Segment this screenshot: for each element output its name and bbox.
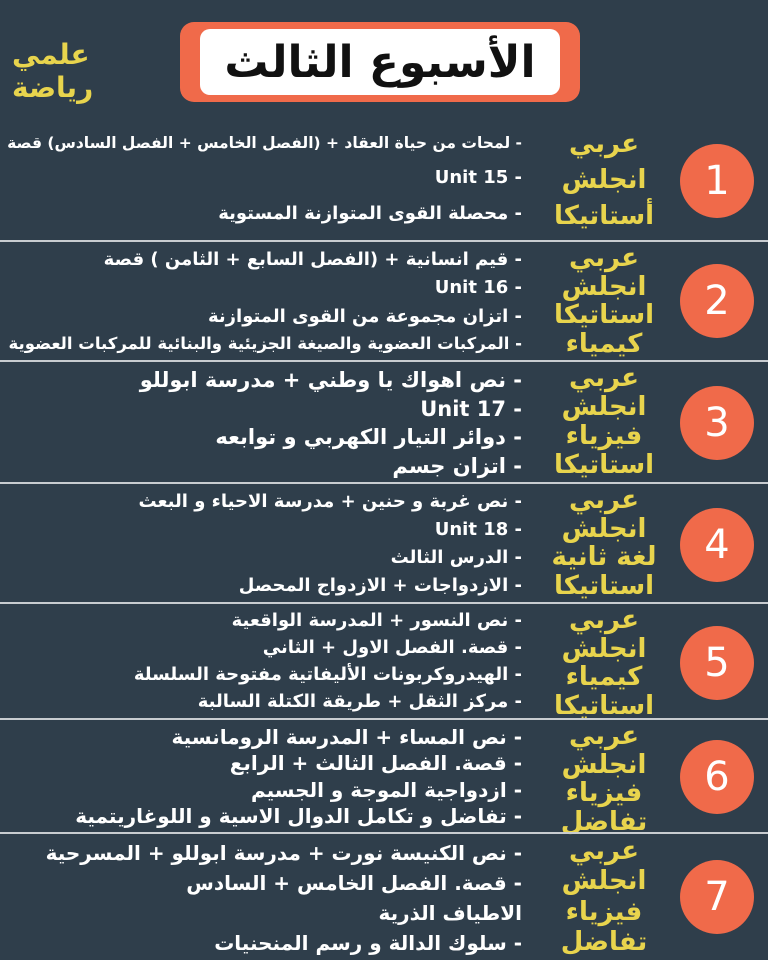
subject-label: تفاضل — [560, 806, 648, 837]
week-block — [0, 602, 768, 721]
list-item: - مركز الثقل + طريقة الكتلة السالبة — [197, 691, 522, 713]
list-item: - المركبات العضوية والصيغة الجزيئية والبنائية للمركبات العضوية — [8, 334, 522, 354]
week-items — [0, 246, 522, 358]
week-number-badge: 6 — [680, 740, 754, 814]
week-items — [0, 724, 522, 830]
week-block — [0, 240, 768, 360]
subject-label: انجلش — [561, 164, 647, 195]
week-number-badge: 4 — [680, 508, 754, 582]
subject-label: انجلش — [561, 749, 647, 780]
subject-label: انجلش — [561, 633, 647, 664]
subject-label: استاتيكا — [553, 450, 655, 481]
week-number-badge: 5 — [680, 626, 754, 700]
week-block — [0, 718, 768, 837]
subject-label: فيزياء — [565, 896, 643, 927]
list-item: - نص الكنيسة نورت + مدرسة ابوللو + المسرحية — [45, 840, 522, 865]
week-items — [0, 488, 522, 600]
week-subjects — [530, 364, 678, 480]
subject-label: عربي — [568, 835, 639, 866]
list-item: - قصة. الفصل الاول + الثاني — [262, 637, 522, 659]
subject-label: عربي — [568, 721, 639, 751]
subject-label: فيزياء — [565, 778, 643, 809]
list-item: - الازدواجات + الازدواج المحصل — [238, 574, 522, 596]
subject-label: عربي — [568, 243, 639, 273]
list-item: - نص المساء + المدرسة الرومانسية — [171, 724, 522, 749]
list-item: - Unit 16 — [434, 277, 522, 299]
subject-label: انجلش — [561, 866, 647, 897]
subject-label: استاتيكا — [553, 300, 655, 331]
list-item: - دوائر التيار الكهربي و توابعه — [215, 425, 522, 450]
week-number-badge: 2 — [680, 264, 754, 338]
subject-label: انجلش — [561, 271, 647, 302]
list-item: - Unit 15 — [434, 167, 522, 189]
week-items — [0, 366, 522, 480]
list-item: - نص النسور + المدرسة الواقعية — [231, 610, 522, 632]
title-banner — [180, 22, 580, 102]
page-title: الأسبوع الثالث — [200, 29, 560, 95]
list-item: - قصة. الفصل الخامس + السادس — [186, 870, 522, 895]
list-item: - تفاضل و تكامل الدوال الاسية و اللوغاريتمية — [75, 804, 522, 829]
list-item: - الدرس الثالث — [390, 546, 522, 568]
list-item: - قصة. الفصل الثالث + الرابع — [229, 751, 522, 776]
week-subjects — [530, 721, 678, 837]
track-label: علمي رياضة — [12, 38, 94, 104]
list-item: - ازدواجية الموجة و الجسيم — [250, 777, 522, 802]
subject-label: عربي — [568, 485, 639, 515]
week-items — [0, 608, 522, 716]
subject-label: انجلش — [561, 513, 647, 544]
week-block — [0, 122, 768, 238]
week-subjects — [530, 836, 678, 958]
list-item: - لمحات من حياة العقاد + (الفصل الخامس + الفصل السادس) قصة — [7, 134, 522, 153]
subject-label: استاتيكا — [553, 690, 655, 721]
week-number-badge: 7 — [680, 860, 754, 934]
subject-label: فيزياء — [565, 421, 643, 452]
list-item: - اتزان جسم — [392, 453, 522, 478]
subject-label: عربي — [568, 605, 639, 635]
subject-label: لغة ثانية — [551, 542, 657, 573]
list-item: الاطياف الذرية — [378, 900, 522, 925]
subject-label: أستاتيكا — [553, 200, 655, 231]
list-item: - سلوك الدالة و رسم المنحنيات — [214, 930, 522, 955]
list-item: - نص اهواك يا وطني + مدرسة ابوللو — [139, 368, 522, 393]
week-number-badge: 1 — [680, 144, 754, 218]
week-block — [0, 832, 768, 960]
list-item: - اتزان مجموعة من القوى المتوازنة — [208, 305, 522, 327]
subject-label: عربي — [568, 128, 639, 159]
week-items — [0, 838, 522, 958]
list-item: - نص غربة و حنين + مدرسة الاحياء و البعث — [138, 490, 522, 512]
subject-label: استاتيكا — [553, 570, 655, 601]
week-block — [0, 360, 768, 482]
week-subjects — [530, 605, 678, 721]
subject-label: عربي — [568, 363, 639, 394]
week-subjects — [530, 126, 678, 234]
subject-label: كيمياء — [565, 662, 643, 693]
week-items — [0, 128, 522, 232]
list-item: - محصلة القوى المتوازنة المستوية — [218, 202, 522, 224]
list-item: - Unit 18 — [434, 518, 522, 540]
header — [0, 0, 768, 120]
week-subjects — [530, 486, 678, 600]
list-item: - Unit 17 — [420, 396, 522, 421]
week-subjects — [530, 244, 678, 358]
week-block — [0, 482, 768, 602]
subject-label: انجلش — [561, 392, 647, 423]
subject-label: كيمياء — [565, 328, 643, 359]
list-item: - الهيدروكربونات الأليفاتية مفتوحة السلسلة — [133, 664, 522, 686]
week-number-badge: 3 — [680, 386, 754, 460]
list-item: - قيم انسانية + (الفصل السابع + الثامن ) قصة — [103, 248, 522, 270]
subject-label: تفاضل — [560, 927, 648, 958]
